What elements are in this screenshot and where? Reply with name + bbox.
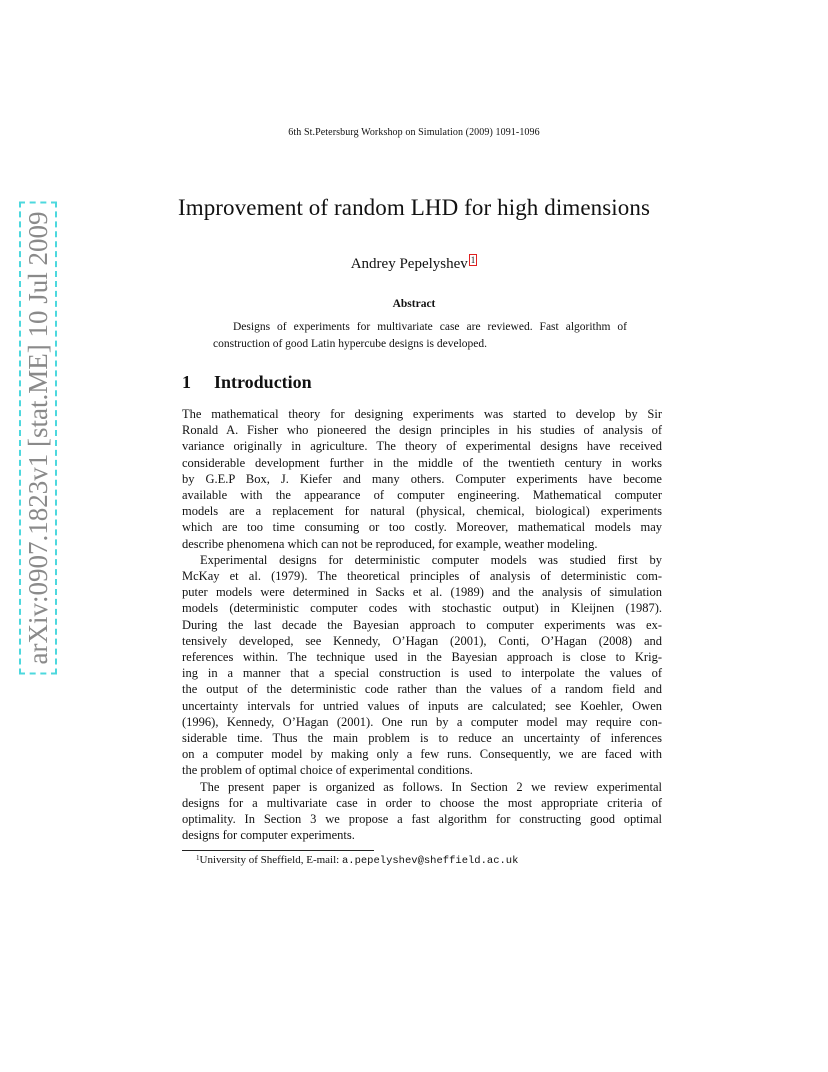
running-head: 6th St.Petersburg Workshop on Simulation (2009) 1091-1096 (288, 127, 540, 138)
body-line: ing in a manner that a special construction is used to interpolate the values of (182, 666, 662, 681)
body-line: The mathematical theory for designing experiments was started to develop by Sir (182, 407, 662, 421)
body-line: variance originally in agriculture. The theory of experimental designs have received (182, 439, 662, 454)
author-line (0, 256, 828, 273)
body-line: the problem of optimal choice of experimental conditions. (182, 763, 473, 778)
footnote-mark: 1 (196, 854, 200, 862)
body-line: models are a replacement for natural (physical, chemical, biological) experiments (182, 504, 662, 519)
body-line: siderable time. Thus the main problem is to reduce an uncertainty of inferences (182, 731, 662, 746)
footnote-rule (182, 850, 374, 851)
body-line: Experimental designs for deterministic computer models was studied first by (200, 552, 662, 567)
footnote-link[interactable]: 1 (470, 255, 476, 265)
section-title: Introduction (214, 372, 312, 392)
body-line: optimality. In Section 3 we propose a fast algorithm for constructing good optimal (182, 812, 662, 827)
body-line: available with the appearance of computer engineering. Mathematical computer (182, 488, 662, 503)
body-line: Ronald A. Fisher who pioneered the design principles in his studies of analysis of (182, 423, 662, 438)
footnote-text: University of Sheffield, E-mail: (199, 854, 342, 866)
body-line: models (deterministic computer codes with stochastic output) in Kleijnen (1987). (182, 601, 662, 616)
body-text (182, 406, 662, 843)
abstract-text: Designs of experiments for multivariate case are reviewed. Fast algorithm of construction of good Latin hypercube designs is developed. (213, 321, 627, 350)
body-line: The present paper is organized as follows. In Section 2 we review experimental (200, 779, 662, 794)
author-name: Andrey Pepelyshev (350, 256, 468, 272)
paper-title: Improvement of random LHD for high dimensions (177, 195, 651, 220)
body-line: by G.E.P Box, J. Kiefer and many others. Computer experiments have become (182, 471, 662, 486)
body-line: McKay et al. (1979). The theoretical principles of analysis of deterministic com- (182, 569, 662, 584)
body-line: the output of the deterministic code rather than the values of a random field and (182, 682, 662, 697)
footnote-email[interactable]: a.pepelyshev@sheffield.ac.uk (341, 855, 519, 867)
body-line: uncertainty intervals for untried values of inputs are calculated; see Koehler, Owen (182, 698, 662, 713)
body-line: During the last decade the Bayesian approach to computer experiments was ex- (182, 617, 662, 632)
body-line: designs for a multivariate case in order to choose the most appropriate criteria of (182, 795, 662, 810)
body-line: on a computer model by making only a few runs. Consequently, we are faced with (182, 747, 662, 762)
body-line: describe phenomena which can not be reproduced, for example, weather modeling. (182, 536, 598, 551)
footnote (196, 854, 518, 867)
body-line: puter models were determined in Sacks et al. (1989) and the analysis of simulation (182, 585, 662, 600)
body-line: references within. The technique used in the Bayesian approach is close to Krig- (182, 650, 662, 665)
section-heading (182, 372, 312, 393)
body-line: designs for computer experiments. (182, 828, 355, 843)
body-line: which are too time consuming or too costly. Moreover, mathematical models may (182, 520, 662, 535)
arxiv-stamp-text[interactable]: arXiv:0907.1823v1 [stat.ME] 10 Jul 2009 (19, 202, 57, 675)
abstract-heading: Abstract (392, 298, 436, 310)
body-line: (1996), Kennedy, O’Hagan (2001). One run by a computer model may require con- (182, 714, 662, 729)
body-line: considerable development further in the middle of the twentieth century in works (182, 455, 662, 470)
body-line: tensively developed, see Kennedy, O’Hagan (2001), Conti, O’Hagan (2008) and (182, 633, 662, 648)
section-number: 1 (182, 372, 191, 392)
